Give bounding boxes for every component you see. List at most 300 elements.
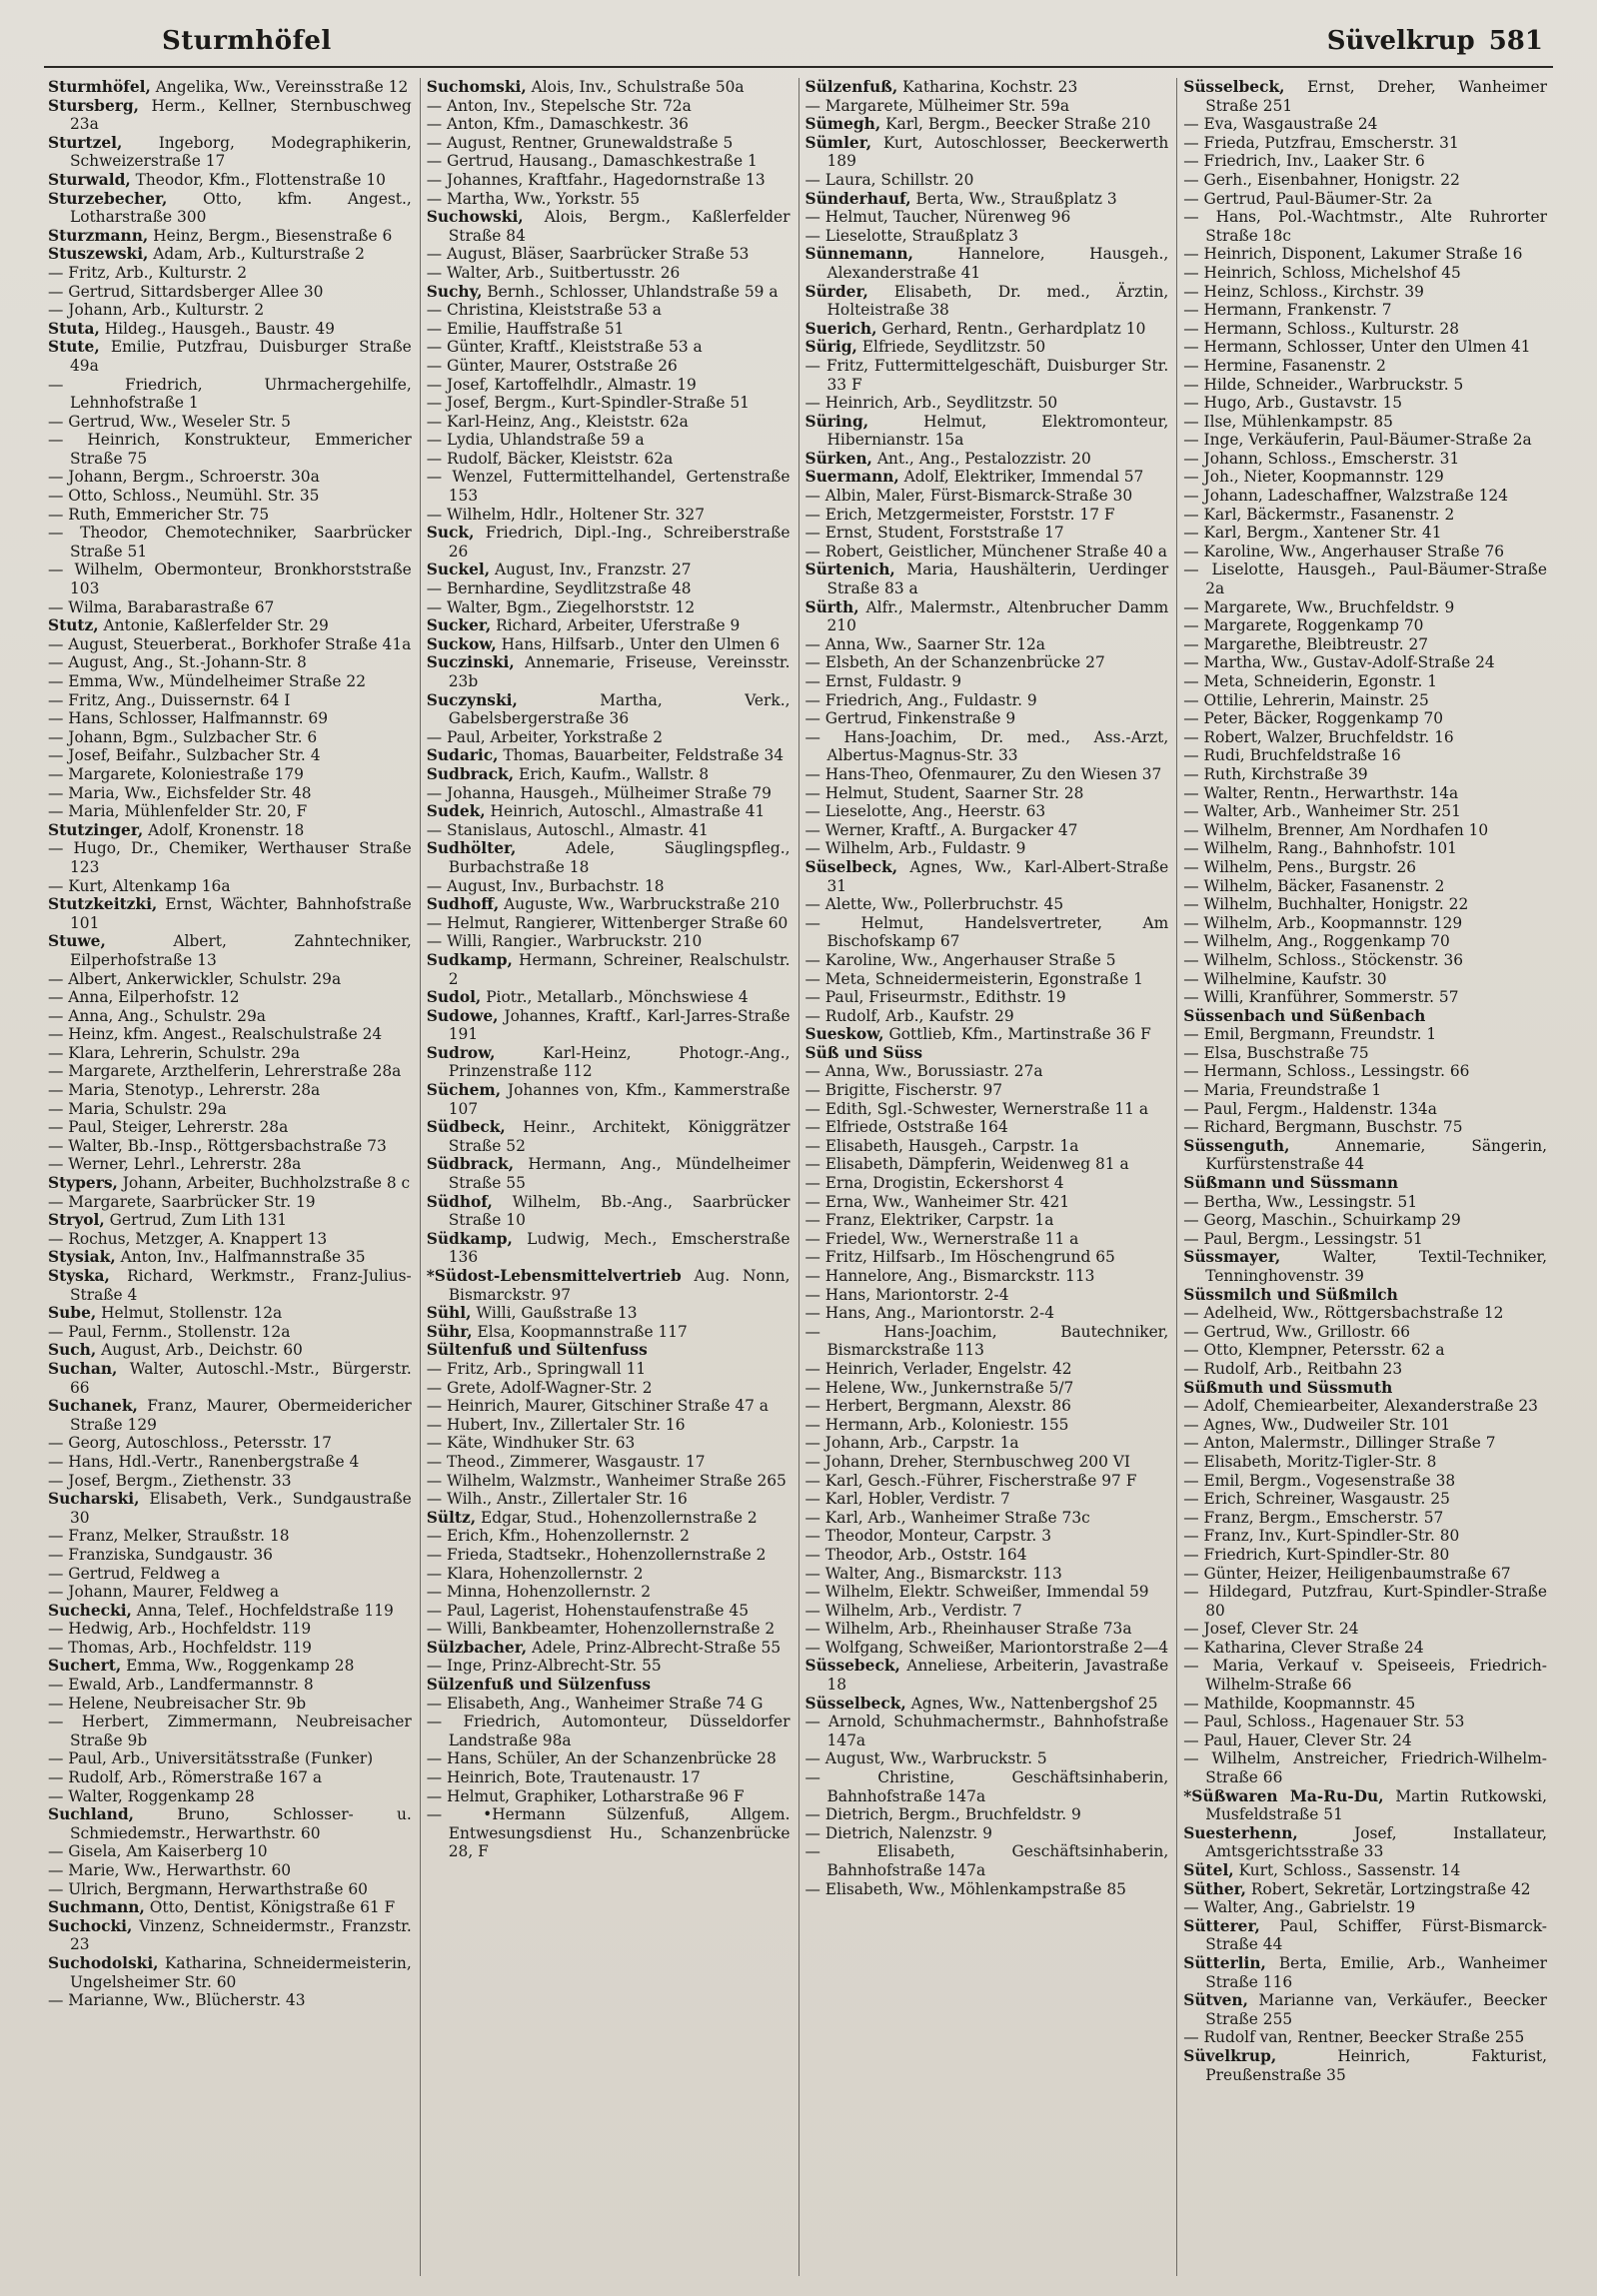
directory-entry xyxy=(48,320,412,339)
entry-surname: Stypers, xyxy=(48,1174,118,1193)
directory-entry xyxy=(805,115,1169,134)
entry-details: Josef, Installateur, Amtsgerichtsstraße 33 xyxy=(1205,1823,1547,1861)
entry-surname: Sülzenfuß und Sülzenfuss xyxy=(426,1676,651,1695)
entry-surname: Südkamp, xyxy=(426,1229,513,1248)
entry-surname: Suerich, xyxy=(804,319,877,338)
entry-details: — Gisela, Am Kaiserberg 10 xyxy=(48,1842,268,1861)
directory-entry xyxy=(805,78,1169,97)
directory-entry xyxy=(805,487,1169,506)
entry-surname: Sube, xyxy=(48,1304,97,1323)
directory-entry xyxy=(1183,1304,1547,1323)
entry-details: — Walter, Bb.-Insp., Röttgersbachstraße 73 xyxy=(48,1136,387,1155)
entry-surname: Suckow, xyxy=(426,634,497,653)
entry-details: — Friedrich, Ang., Fuldastr. 9 xyxy=(804,690,1037,709)
entry-surname: Stutzinger, xyxy=(48,820,144,839)
entry-details: — Gertrud, Hausang., Damaschkestraße 1 xyxy=(426,152,758,171)
entry-details: Vinzenz, Schneidermstr., Franzstr. 23 xyxy=(70,1916,412,1954)
entry-details: — Wolfgang, Schweißer, Mariontorstraße 2—4 xyxy=(804,1638,1169,1657)
directory-entry xyxy=(1183,1025,1547,1044)
entry-details: — Helene, Ww., Junkernstraße 5/7 xyxy=(804,1378,1074,1397)
entry-details: — Lydia, Uhlandstraße 59 a xyxy=(426,431,645,450)
entry-details: — Johann, Bgm., Sulzbacher Str. 6 xyxy=(48,727,318,746)
directory-entry xyxy=(805,1509,1169,1528)
directory-entry xyxy=(48,1842,412,1861)
directory-entry xyxy=(1183,283,1547,302)
directory-entry xyxy=(427,914,791,933)
entry-details: — Eva, Wasgaustraße 24 xyxy=(1183,115,1378,134)
directory-entry xyxy=(48,1695,412,1714)
entry-details: — Johann, Ladeschaffner, Walzstraße 124 xyxy=(1183,487,1508,506)
directory-entry xyxy=(48,728,412,747)
directory-entry xyxy=(1183,1341,1547,1360)
entry-details: Martin Rutkowski, Musfeldstraße 51 xyxy=(1205,1786,1548,1824)
directory-entry xyxy=(427,728,791,747)
entry-details: Kurt, Autoschlosser, Beeckerwerth 189 xyxy=(826,133,1169,171)
directory-entry xyxy=(805,1695,1169,1714)
directory-entry xyxy=(48,1007,412,1026)
directory-entry xyxy=(1183,1620,1547,1639)
directory-entry xyxy=(1183,468,1547,487)
directory-entry xyxy=(805,357,1169,394)
entry-details: — Adelheid, Ww., Röttgersbachstraße 12 xyxy=(1183,1304,1504,1323)
entry-details: — Margarete, Roggenkamp 70 xyxy=(1183,616,1424,635)
directory-entry xyxy=(805,970,1169,989)
directory-entry xyxy=(48,283,412,302)
directory-entry xyxy=(1183,1861,1547,1880)
directory-entry xyxy=(48,338,412,375)
directory-entry xyxy=(1183,506,1547,525)
directory-entry xyxy=(48,1898,412,1917)
directory-entry xyxy=(48,1174,412,1193)
entry-surname: Suesterhenn, xyxy=(1183,1823,1298,1842)
entry-details: — Martha, Ww., Yorkstr. 55 xyxy=(426,189,641,208)
entry-details: Bruno, Schlosser- u. Schmiedemstr., Herwarthstr. 60 xyxy=(70,1805,412,1842)
directory-entry xyxy=(805,245,1169,282)
column-2 xyxy=(421,78,799,2276)
entry-details: Alois, Bergm., Kaßlerfelder Straße 84 xyxy=(448,208,791,245)
entry-surname: Südbrack, xyxy=(426,1155,515,1174)
entry-details: Hermann, Schreiner, Realschulstr. 2 xyxy=(448,950,791,988)
directory-entry xyxy=(427,97,791,116)
directory-entry xyxy=(1183,858,1547,877)
directory-entry xyxy=(805,1118,1169,1137)
entry-details: — Hildegard, Putzfrau, Kurt-Spindler-Straße 80 xyxy=(1183,1583,1547,1620)
entry-surname: Sühl, xyxy=(426,1304,472,1323)
directory-entry xyxy=(48,1861,412,1880)
directory-entry xyxy=(48,1565,412,1584)
directory-entry xyxy=(805,672,1169,691)
entry-details: Agnes, Ww., Nattenbergshof 25 xyxy=(905,1694,1158,1713)
entry-details: — Wilhelm, Arb., Verdistr. 7 xyxy=(804,1601,1022,1620)
entry-surname: Suchodolski, xyxy=(48,1953,159,1972)
directory-entry xyxy=(48,1100,412,1119)
directory-entry xyxy=(427,895,791,914)
entry-details: — Karl, Bäckermstr., Fasanenstr. 2 xyxy=(1183,505,1455,524)
directory-entry xyxy=(1183,1565,1547,1584)
entry-details: — Hermann, Schlosser, Unter den Ulmen 41 xyxy=(1183,338,1531,357)
directory-entry xyxy=(805,320,1169,339)
entry-details: — Meta, Schneidermeisterin, Egonstraße 1 xyxy=(804,969,1143,988)
entry-details: — Wilhelm, Arb., Koopmannstr. 129 xyxy=(1183,913,1463,932)
entry-details: — Wilhelm, Rang., Bahnhofstr. 101 xyxy=(1183,839,1457,858)
directory-entry xyxy=(48,672,412,691)
directory-entry xyxy=(48,1657,412,1676)
entry-details: — Brigitte, Fischerstr. 97 xyxy=(804,1081,1003,1100)
directory-entry xyxy=(805,1174,1169,1193)
directory-entry xyxy=(805,1453,1169,1472)
column-4 xyxy=(1177,78,1555,2276)
directory-entry xyxy=(48,709,412,728)
entry-details: — Karoline, Ww., Angerhauser Straße 76 xyxy=(1183,542,1505,561)
entry-details: Annemarie, Sängerin, Kurfürstenstraße 44 xyxy=(1205,1136,1547,1174)
directory-entry xyxy=(48,1713,412,1749)
entry-details: — Christine, Geschäftsinhaberin, Bahnhofstraße 147a xyxy=(804,1768,1169,1805)
entry-details: — Fritz, Arb., Kulturstr. 2 xyxy=(48,263,248,282)
directory-entry xyxy=(48,1137,412,1156)
directory-entry xyxy=(48,468,412,487)
entry-details: — Dietrich, Nalenzstr. 9 xyxy=(804,1823,992,1842)
entry-surname: Süßmann und Süssmann xyxy=(1183,1174,1399,1193)
directory-entry xyxy=(805,802,1169,821)
entry-details: Elisabeth, Verk., Sundgaustraße 30 xyxy=(70,1490,412,1527)
entry-details: — Emil, Bergmann, Freundstr. 1 xyxy=(1183,1025,1437,1044)
directory-entry xyxy=(805,653,1169,672)
directory-entry xyxy=(1183,78,1547,115)
directory-entry xyxy=(1183,245,1547,264)
entry-details: August, Inv., Franzstr. 27 xyxy=(490,561,692,579)
entry-details: — Wilhelm, Elektr. Schweißer, Immendal 59 xyxy=(804,1583,1149,1602)
entry-details: Elsa, Koopmannstraße 117 xyxy=(472,1322,688,1341)
entry-details: — Elfriede, Oststraße 164 xyxy=(804,1118,1008,1137)
entry-details: — Josef, Clever Str. 24 xyxy=(1183,1620,1359,1639)
entry-details: — Karl-Heinz, Ang., Kleiststr. 62a xyxy=(426,412,689,431)
entry-surname: Styska, xyxy=(48,1267,110,1285)
entry-details: — Franziska, Sundgaustr. 36 xyxy=(48,1545,273,1564)
directory-entry xyxy=(48,1880,412,1899)
entry-surname: Sudol, xyxy=(426,988,482,1007)
entry-details: — Friedrich, Automonteur, Düsseldorfer Landstraße 98a xyxy=(426,1713,791,1749)
entry-surname: Stutz, xyxy=(48,616,99,635)
entry-details: — Stanislaus, Autoschl., Almastr. 41 xyxy=(426,820,709,839)
directory-entry xyxy=(1183,1062,1547,1081)
directory-entry xyxy=(1183,487,1547,506)
name-group-heading xyxy=(427,1676,791,1695)
directory-entry xyxy=(1183,1695,1547,1714)
entry-details: Berta, Ww., Straußplatz 3 xyxy=(910,189,1117,208)
entry-details: — Erich, Schreiner, Wasgaustr. 25 xyxy=(1183,1490,1450,1509)
directory-entry xyxy=(805,1379,1169,1398)
directory-entry xyxy=(48,1118,412,1137)
entry-details: Willi, Gaußstraße 13 xyxy=(471,1304,638,1323)
directory-entry xyxy=(427,1749,791,1768)
directory-entry xyxy=(805,1824,1169,1843)
entry-details: — Anton, Malermstr., Dillinger Straße 7 xyxy=(1183,1434,1496,1453)
entry-details: — Gertrud, Feldweg a xyxy=(48,1564,221,1583)
entry-details: — Rudolf, Arb., Römerstraße 167 a xyxy=(48,1768,323,1787)
entry-details: — Günter, Heizer, Heiligenbaumstraße 67 xyxy=(1183,1564,1511,1583)
directory-entry xyxy=(48,1768,412,1787)
directory-entry xyxy=(1183,1898,1547,1917)
directory-entry xyxy=(48,171,412,190)
directory-entry xyxy=(1183,1917,1547,1954)
entry-details: Aug. Nonn, Bismarckstr. 97 xyxy=(448,1267,791,1304)
directory-entry xyxy=(427,691,791,728)
directory-entry xyxy=(805,1434,1169,1453)
entry-details: — Georg, Autoschloss., Petersstr. 17 xyxy=(48,1434,332,1453)
entry-details: — Josef, Kartoffelhdlr., Almastr. 19 xyxy=(426,375,697,394)
entry-surname: Süßmuth und Süssmuth xyxy=(1183,1378,1393,1397)
entry-details: — Wilhelm, Schloss., Stöckenstr. 36 xyxy=(1183,950,1464,969)
directory-entry xyxy=(48,1025,412,1044)
directory-entry xyxy=(1183,784,1547,803)
directory-entry xyxy=(805,1155,1169,1174)
entry-surname: Suchecki, xyxy=(48,1601,132,1620)
directory-entry xyxy=(1183,616,1547,635)
directory-entry xyxy=(805,1842,1169,1879)
entry-details: Otto, Dentist, Königstraße 61 F xyxy=(144,1898,396,1917)
entry-details: — Wilhelm, Hdlr., Holtener Str. 327 xyxy=(426,505,706,524)
entry-details: — Martha, Ww., Gustav-Adolf-Straße 24 xyxy=(1183,653,1495,672)
directory-entry xyxy=(1183,672,1547,691)
directory-entry xyxy=(1183,413,1547,432)
entry-details: — Otto, Klempner, Petersstr. 62 a xyxy=(1183,1341,1445,1360)
directory-entry xyxy=(805,1323,1169,1360)
entry-surname: Suczinski, xyxy=(426,653,515,672)
entry-details: Heinrich, Autoschl., Almastraße 41 xyxy=(485,802,766,821)
entry-details: Adolf, Elektriker, Immendal 57 xyxy=(898,468,1144,487)
entry-details: — August, Rentner, Grunewaldstraße 5 xyxy=(426,133,734,152)
entry-details: — Elisabeth, Ang., Wanheimer Straße 74 G xyxy=(426,1694,764,1713)
directory-entry xyxy=(48,1805,412,1842)
entry-details: Karl-Heinz, Photogr.-Ang., Prinzenstraße 112 xyxy=(448,1043,791,1081)
directory-entry xyxy=(1183,1639,1547,1658)
directory-entry xyxy=(48,784,412,803)
directory-entry xyxy=(805,1137,1169,1156)
directory-entry xyxy=(48,1546,412,1565)
entry-details: — Johannes, Kraftfahr., Hagedornstraße 13 xyxy=(426,170,766,189)
directory-entry xyxy=(805,1583,1169,1602)
entry-surname: Sümegh, xyxy=(804,115,881,134)
directory-entry xyxy=(48,1211,412,1230)
entry-surname: Süssenbach und Süßenbach xyxy=(1183,1006,1426,1025)
directory-entry xyxy=(427,988,791,1007)
entry-surname: Sürken, xyxy=(804,449,872,468)
entry-details: — Johann, Maurer, Feldweg a xyxy=(48,1583,280,1602)
directory-entry xyxy=(48,616,412,635)
directory-entry xyxy=(805,227,1169,246)
entry-details: — Elisabeth, Moritz-Tigler-Str. 8 xyxy=(1183,1452,1437,1471)
entry-details: Gerhard, Rentn., Gerhardplatz 10 xyxy=(876,319,1146,338)
entry-details: — Maria, Mühlenfelder Str. 20, F xyxy=(48,802,308,821)
entry-details: — Hans, Schüler, An der Schanzenbrücke 28 xyxy=(426,1749,777,1768)
entry-details: Bernh., Schlosser, Uhlandstraße 59 a xyxy=(482,282,779,301)
entry-details: — Margarete, Koloniestraße 179 xyxy=(48,764,304,783)
directory-entry xyxy=(1183,190,1547,209)
name-group-heading xyxy=(1183,1286,1547,1305)
directory-entry xyxy=(427,320,791,339)
entry-details: — Karl, Gesch.-Führer, Fischerstraße 97 F xyxy=(804,1471,1137,1490)
directory-entry xyxy=(48,1583,412,1602)
entry-surname: Sueskow, xyxy=(804,1025,884,1044)
name-group-heading xyxy=(1183,1174,1547,1193)
directory-entry xyxy=(805,1100,1169,1119)
directory-entry xyxy=(427,450,791,469)
entry-details: Heinr., Architekt, Königgrätzer Straße 52 xyxy=(448,1118,791,1155)
directory-entry xyxy=(427,1434,791,1453)
directory-entry xyxy=(48,839,412,876)
directory-entry xyxy=(1183,877,1547,896)
entry-surname: Such, xyxy=(48,1341,97,1360)
directory-entry xyxy=(427,1509,791,1528)
directory-entry xyxy=(48,245,412,264)
directory-entry xyxy=(805,97,1169,116)
directory-entry xyxy=(805,1713,1169,1749)
directory-entry xyxy=(427,1602,791,1621)
entry-details: — Anna, Ww., Borussiastr. 27a xyxy=(804,1062,1043,1081)
entry-details: — Erna, Ww., Wanheimer Str. 421 xyxy=(804,1192,1070,1211)
entry-details: Paul, Schiffer, Fürst-Bismarck-Straße 44 xyxy=(1205,1916,1547,1954)
directory-entry xyxy=(805,1304,1169,1323)
directory-entry xyxy=(427,1805,791,1861)
directory-entry xyxy=(1183,152,1547,171)
entry-details: — Albin, Maler, Fürst-Bismarck-Straße 30 xyxy=(804,487,1133,506)
directory-entry xyxy=(48,1193,412,1212)
entry-details: Wilhelm, Bb.-Ang., Saarbrücker Straße 10 xyxy=(448,1192,791,1230)
entry-details: Katharina, Schneidermeisterin, Ungelsheimer Str. 60 xyxy=(70,1953,412,1991)
entry-surname: Sütel, xyxy=(1183,1861,1234,1879)
directory-entry xyxy=(1183,1657,1547,1694)
entry-surname: Suck, xyxy=(426,524,475,543)
directory-entry xyxy=(805,1639,1169,1658)
entry-details: — Elisabeth, Geschäftsinhaberin, Bahnhofstraße 147a xyxy=(804,1842,1169,1879)
directory-entry xyxy=(427,746,791,765)
entry-details: — Ruth, Kirchstraße 39 xyxy=(1183,764,1368,783)
entry-details: — Christina, Kleiststraße 53 a xyxy=(426,301,662,320)
entry-surname: Sturwald, xyxy=(48,170,131,189)
directory-entry xyxy=(427,653,791,690)
entry-surname: Suchy, xyxy=(426,282,483,301)
entry-details: Walter, Textil-Techniker, Tenninghovenstr. 39 xyxy=(1205,1248,1547,1285)
directory-entry xyxy=(805,134,1169,171)
entry-details: — Paul, Lagerist, Hohenstaufenstraße 45 xyxy=(426,1601,749,1620)
entry-details: — Hermann, Schloss., Kulturstr. 28 xyxy=(1183,319,1460,338)
directory-entry xyxy=(427,338,791,357)
entry-details: — Ruth, Emmericher Str. 75 xyxy=(48,505,270,524)
directory-entry xyxy=(1183,134,1547,153)
entry-details: — Rudi, Bruchfeldstraße 16 xyxy=(1183,746,1401,765)
directory-entry xyxy=(48,1360,412,1397)
directory-entry xyxy=(1183,115,1547,134)
entry-details: — Willi, Bankbeamter, Hohenzollernstraße 2 xyxy=(426,1620,776,1639)
entry-details: Karl, Bergm., Beecker Straße 210 xyxy=(880,115,1151,134)
directory-entry xyxy=(805,1007,1169,1026)
directory-entry xyxy=(48,821,412,840)
directory-entry xyxy=(48,487,412,506)
directory-entry xyxy=(1183,320,1547,339)
entry-surname: Süther, xyxy=(1183,1879,1246,1898)
entry-details: Hans, Hilfsarb., Unter den Ulmen 6 xyxy=(496,634,781,653)
entry-details: Elfriede, Seydlitzstr. 50 xyxy=(856,338,1046,357)
entry-surname: Süchem, xyxy=(426,1081,502,1100)
directory-entry xyxy=(427,1323,791,1342)
directory-entry xyxy=(427,1713,791,1749)
entry-details: — Maria, Verkauf v. Speiseeis, Friedrich-Wilhelm-Straße 66 xyxy=(1183,1657,1547,1695)
directory-entry xyxy=(48,376,412,413)
directory-entry xyxy=(1183,431,1547,450)
directory-entry xyxy=(805,1880,1169,1899)
directory-entry xyxy=(1183,1397,1547,1416)
directory-entry xyxy=(1183,1991,1547,2028)
entry-surname: Sturzebecher, xyxy=(48,189,168,208)
directory-entry xyxy=(1183,1749,1547,1786)
directory-entry xyxy=(1183,821,1547,840)
entry-details: — Theodor, Monteur, Carpstr. 3 xyxy=(804,1527,1051,1546)
entry-details: — Hilde, Schneider., Warbruckstr. 5 xyxy=(1183,375,1464,394)
entry-details: — Hubert, Inv., Zillertaler Str. 16 xyxy=(426,1415,686,1434)
directory-entry xyxy=(1183,1713,1547,1731)
directory-entry xyxy=(805,1248,1169,1267)
directory-entry xyxy=(48,691,412,710)
entry-details: — Theodor, Chemotechniker, Saarbrücker Straße 51 xyxy=(48,524,412,561)
column-1 xyxy=(42,78,421,2276)
directory-entry xyxy=(805,709,1169,728)
directory-entry xyxy=(427,839,791,876)
entry-details: — Erna, Drogistin, Eckershorst 4 xyxy=(804,1174,1064,1193)
directory-entry xyxy=(48,1155,412,1174)
entry-surname: Sütven, xyxy=(1183,1991,1248,2010)
directory-entry xyxy=(1183,914,1547,933)
entry-details: Elisabeth, Dr. med., Ärztin, Holteistraße 38 xyxy=(826,282,1169,320)
entry-surname: Suchmann, xyxy=(48,1898,145,1917)
entry-details: — Gertrud, Finkenstraße 9 xyxy=(804,709,1016,728)
entry-details: — Paul, Fergm., Haldenstr. 134a xyxy=(1183,1099,1437,1118)
entry-details: — Josef, Bergm., Ziethenstr. 33 xyxy=(48,1471,292,1490)
directory-entry xyxy=(427,579,791,598)
entry-details: Angelika, Ww., Vereinsstraße 12 xyxy=(150,78,409,96)
directory-entry xyxy=(427,78,791,97)
entry-details: — Herbert, Bergmann, Alexstr. 86 xyxy=(804,1397,1071,1416)
directory-entry xyxy=(1183,1044,1547,1063)
name-group-heading xyxy=(427,1341,791,1360)
directory-entry xyxy=(48,598,412,617)
directory-entry xyxy=(1183,988,1547,1007)
entry-details: — Klara, Hohenzollernstr. 2 xyxy=(426,1564,644,1583)
directory-entry xyxy=(427,134,791,153)
directory-entry xyxy=(1183,1323,1547,1342)
entry-details: Hildeg., Hausgeh., Baustr. 49 xyxy=(99,319,335,338)
directory-entry xyxy=(1183,264,1547,283)
directory-entry xyxy=(427,877,791,896)
entry-details: — Paul, Steiger, Lehrerstr. 28a xyxy=(48,1118,289,1137)
directory-entry xyxy=(48,1490,412,1527)
directory-entry xyxy=(48,264,412,283)
entry-surname: Süssmilch und Süßmilch xyxy=(1183,1285,1398,1304)
entry-details: — Margarete, Ww., Bruchfeldstr. 9 xyxy=(1183,597,1455,616)
entry-details: — Helmut, Graphiker, Lotharstraße 96 F xyxy=(426,1786,745,1805)
entry-details: — Franz, Elektriker, Carpstr. 1a xyxy=(804,1211,1054,1230)
entry-details: — August, Ang., St.-Johann-Str. 8 xyxy=(48,653,307,672)
entry-surname: Sturtzel, xyxy=(48,133,123,152)
directory-entry xyxy=(1183,1954,1547,1991)
directory-entry xyxy=(1183,746,1547,765)
entry-surname: Suermann, xyxy=(804,468,899,487)
entry-details: — Klara, Lehrerin, Schulstr. 29a xyxy=(48,1043,301,1062)
entry-details: — Walter, Ang., Bismarckstr. 113 xyxy=(804,1564,1062,1583)
directory-entry xyxy=(427,1044,791,1081)
entry-surname: *Südost-Lebensmittelvertrieb xyxy=(426,1267,682,1285)
entry-details: — Lieselotte, Straußplatz 3 xyxy=(804,226,1018,245)
directory-entry xyxy=(1183,1248,1547,1285)
